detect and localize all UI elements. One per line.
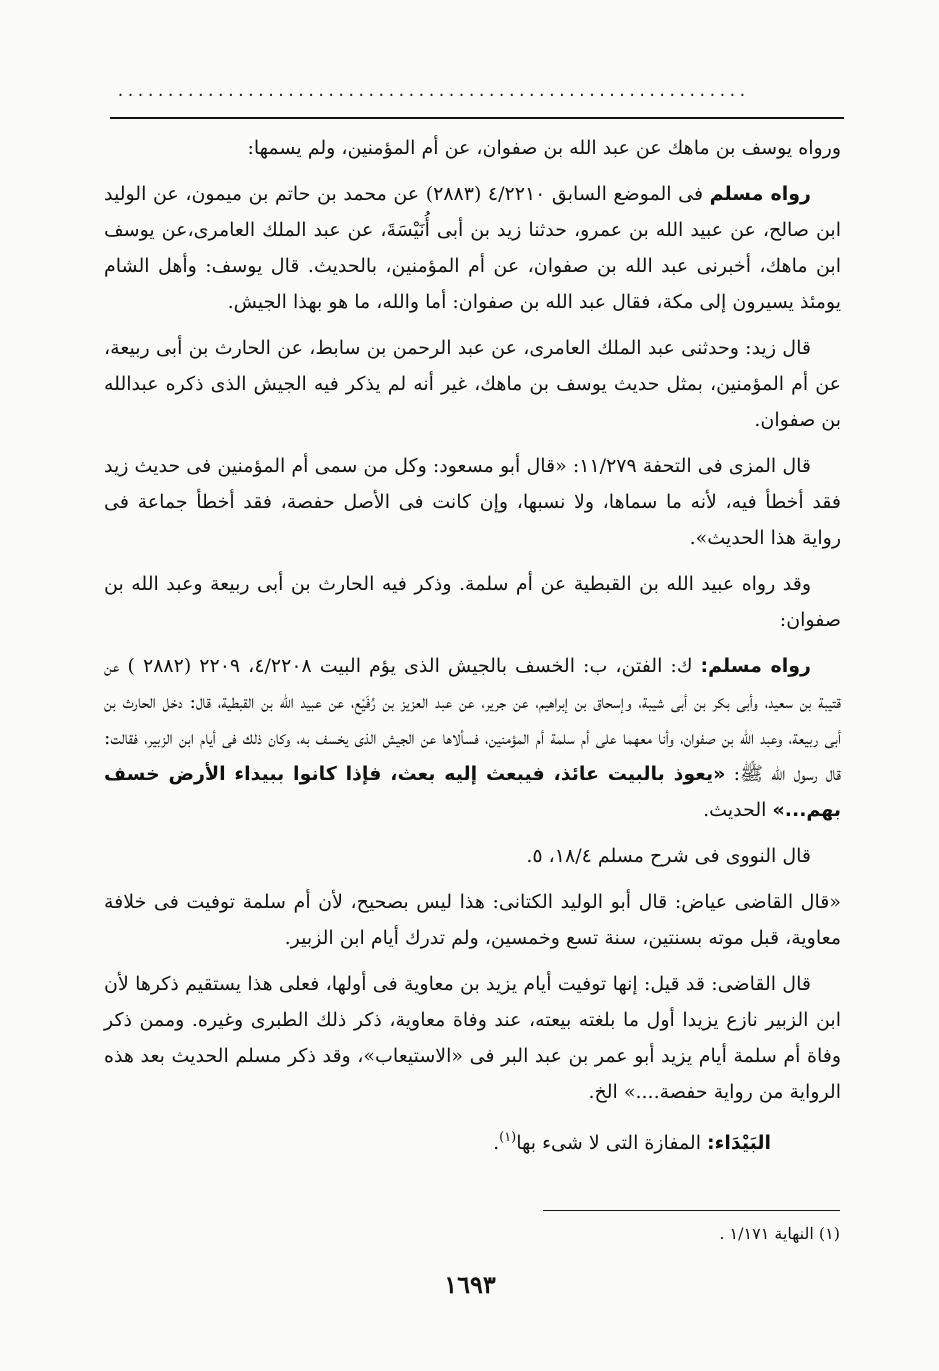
hadith-quote: «يعوذ بالبيت عائذ، فيبعث إليه بعث، فإذا كانوا ببيداء الأرض خسف بهم...»: [104, 763, 841, 821]
header-dotted-line: ...............................................................: [116, 82, 748, 100]
definition-end: .: [493, 1132, 500, 1154]
paragraph-text: قال المزى فى التحفة ١١/٢٧٩: «قال أبو مسعود: وكل من سمى أم المؤمنين فى حديث زيد فقد أخطأ فيه، لأنه ما سماها، ولا نسبها، وإن كانت فى الأصل حفصة، فقد أخطأ جماعة فى رواية هذا الحديث».: [104, 455, 841, 549]
footnote-ref: (١): [499, 1130, 517, 1145]
paragraph: [104, 648, 841, 828]
paragraph-text: قال القاضى: قد قيل: إنها توفيت أيام يزيد بن معاوية فى أولها، فعلى هذا يستقيم ذكرها لأن ابن الزبير نازع يزيدا أول ما بلغته بيعته، عند وفاة معاوية، ذكر ذلك الطبرى وغيره. وممن ذكر وفاة أم سلمة أيام يزيد أبو عمر بن عبد البر فى «الاستيعاب»، وقد ذكر مسلم الحديث بعد هذه الرواية من رواية حفصة....» الخ.: [104, 973, 841, 1103]
paragraph-text: ورواه يوسف بن ماهك عن عبد الله بن صفوان، عن أم المؤمنين، ولم يسمها:: [247, 137, 841, 159]
paragraph-text: قال زيد: وحدثنى عبد الملك العامرى، عن عبد الرحمن بن سابط، عن الحارث بن أبى ربيعة، عن أم المؤمنين، بمثل حديث يوسف بن ماهك، غير أنه لم يذكر فيه الجيش الذى ذكره عبدالله بن صفوان.: [104, 337, 841, 431]
main-text: [104, 130, 841, 1171]
definition-text: المفازة التى لا شىء بها: [516, 1132, 708, 1154]
paragraph-lead: رواه مسلم:: [700, 655, 811, 677]
paragraph-text: ك: الفتن، ب: الخسف بالجيش الذى يؤم البيت ٤/٢٢٠٨، ٢٢٠٩ (٢٨٨٢ ) عن قتيبة بن سعيد، وأبى بكر بن أبى شيبة، وإسحاق بن إبراهيم، عن جرير، عن عبد العزيز بن رُفَيْع، عن عبيد الله بن القبطية، قال: دخل الحارث بن أبى ربيعة، وعبد الله بن صفوان، وأنا معهما على أم سلمة أم المؤمنين، فسألاها عن الجيش الذى يخسف به، وكان ذلك فى أيام ابن الزبير، فقالت: قال رسول الله ﷺ:: [104, 655, 841, 785]
paragraph: [104, 966, 841, 1110]
paragraph-text: «قال القاضى عياض: قال أبو الوليد الكتانى: هذا ليس بصحيح، لأن أم سلمة توفيت فى خلافة معاوية، قبل موته بسنتين، سنة تسع وخمسين، ولم تدرك أيام ابن الزبير.: [104, 891, 841, 949]
paragraph-text: فى الموضع السابق ٤/٢٢١٠ (٢٨٨٣) عن محمد بن حاتم بن ميمون، عن الوليد ابن صالح، عن عبيد الله بن عمرو، حدثنا زيد بن أبى أُنَيْسَةَ، عن عبد الملك العامرى،عن يوسف ابن ماهك، أخبرنى عبد الله بن صفوان، عن أم المؤمنين، بالحديث. قال يوسف: وأهل الشام يومئذ يسيرون إلى مكة، فقال عبد الله بن صفوان: أما والله، ما هو بهذا الجيش.: [104, 183, 841, 313]
paragraph: [104, 838, 841, 874]
footnote-rule: [543, 1210, 840, 1211]
definition: [104, 1120, 841, 1161]
paragraph: [104, 330, 841, 438]
paragraph: [104, 884, 841, 956]
definition-word: البَيْدَاء:: [707, 1132, 771, 1154]
paragraph: [104, 448, 841, 556]
page-number: ١٦٩٣: [444, 1270, 496, 1299]
paragraph: [104, 566, 841, 638]
paragraph: [104, 130, 841, 166]
footnote: (١) النهاية ١/١٧١ .: [719, 1224, 840, 1243]
paragraph: [104, 176, 841, 320]
header-rule: [110, 117, 844, 119]
paragraph-lead: رواه مسلم: [709, 183, 811, 205]
paragraph-text: وقد رواه عبيد الله بن القبطية عن أم سلمة. وذكر فيه الحارث بن أبى ربيعة وعبد الله بن صفوان:: [104, 573, 841, 631]
paragraph-text: قال النووى فى شرح مسلم ١٨/٤، ٥.: [526, 845, 811, 867]
paragraph-tail: الحديث.: [703, 799, 773, 821]
